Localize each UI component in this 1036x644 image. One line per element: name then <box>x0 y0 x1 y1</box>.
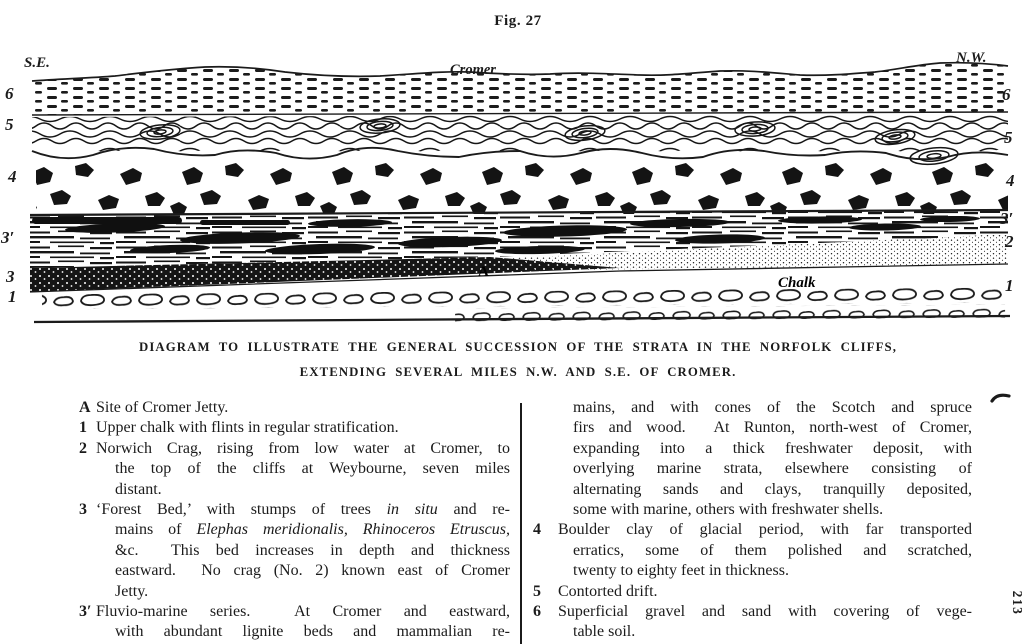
legend-item-5 <box>531 582 972 602</box>
legend-line: ‘Forest Bed,’ with stumps of trees in situ and re- <box>96 501 511 519</box>
legend-item-2 <box>73 439 510 500</box>
legend-column-left <box>73 398 510 643</box>
item-number: 5 <box>533 582 541 600</box>
legend-line: Site of Cromer Jetty. <box>96 399 229 416</box>
legend-line: expanding into a thick freshwater deposit, with <box>573 439 972 457</box>
legend-item-6 <box>531 602 972 643</box>
legend-line: firs and wood. At Runton, north-west of Cromer, <box>573 419 972 437</box>
legend-item-4 <box>531 520 972 581</box>
legend-line: Fluvio-marine series. At Cromer and eastward, <box>96 603 510 621</box>
legend-item-3prime <box>73 602 510 643</box>
column-divider <box>520 403 522 644</box>
scale-right-6: 6 <box>1002 85 1011 104</box>
legend-line: distant. <box>115 480 162 498</box>
legend-column-right <box>531 398 972 643</box>
scale-left-3p: 3′ <box>1 228 15 247</box>
item-number: 4 <box>533 521 541 539</box>
legend-line: mains, and with cones of the Scotch and spruce <box>573 399 972 416</box>
legend-line: Upper chalk with flints in regular stratification. <box>96 419 399 437</box>
legend-line: the top of the cliffs at Weybourne, seven miles <box>115 460 510 478</box>
legend-line: Superficial gravel and sand with covering of vege- <box>558 603 972 621</box>
direction-label-nw: N.W. <box>956 50 987 66</box>
item-number: 1 <box>79 419 87 437</box>
direction-label-se: S.E. <box>24 55 50 71</box>
item-number: A <box>79 399 91 416</box>
layer-5-contorted-drift <box>32 114 1008 166</box>
legend-line: overlying marine strata, elsewhere consisting of <box>573 460 972 478</box>
legend-line: erratics, some of them polished and scratched, <box>573 541 972 559</box>
legend-item-1 <box>73 418 510 438</box>
caption-line-1: DIAGRAM TO ILLUSTRATE THE GENERAL SUCCESSION OF THE STRATA IN THE NORFOLK CLIFFS, <box>138 340 897 354</box>
figure-label: Fig. 27 <box>494 13 542 29</box>
legend-line: alternating sands and clays, tranquilly deposited, <box>573 480 972 498</box>
legend-line: Boulder clay of glacial period, with far transported <box>558 521 972 539</box>
scale-right-4: 4 <box>1006 171 1015 190</box>
layer-4-boulder-clay <box>36 160 1008 214</box>
scale-left-6: 6 <box>5 84 14 103</box>
scale-right-1: 1 <box>1005 276 1014 295</box>
legend-line: twenty to eighty feet in thickness. <box>573 562 789 580</box>
scale-left-3: 3 <box>6 267 15 286</box>
legend-line: some with marine, others with freshwater shells. <box>573 501 884 519</box>
legend-line: Norwich Crag, rising from low water at Cromer, to <box>96 439 510 457</box>
legend-line: Contorted drift. <box>558 582 658 600</box>
scale-right-5: 5 <box>1004 128 1013 147</box>
legend-line: with abundant lignite beds and mammalian re- <box>115 623 510 641</box>
legend-item-a <box>73 398 510 418</box>
item-number: 6 <box>533 603 541 621</box>
legend-line: &c. This bed increases in depth and thickness <box>115 541 510 559</box>
legend-item-3prime-continued <box>531 398 972 520</box>
scale-right-2: 2 <box>1005 232 1014 251</box>
scale-right-3p: 3′ <box>1000 209 1014 228</box>
layer-6-superficial-gravel <box>32 63 1008 115</box>
caption-line-2: EXTENDING SEVERAL MILES N.W. AND S.E. OF CROMER. <box>299 365 737 379</box>
jetty-marker-a: A <box>478 264 489 280</box>
chalk-label: Chalk <box>778 275 816 291</box>
item-number: 3′ <box>79 603 92 621</box>
item-number: 2 <box>79 439 87 457</box>
cromer-label: Cromer <box>450 62 496 78</box>
scale-left-5: 5 <box>5 115 14 134</box>
scale-left-1: 1 <box>8 287 17 306</box>
ink-mark <box>988 388 1014 410</box>
legend-line: mains of Elephas meridionalis, Rhinoceros Etruscus, <box>115 521 511 539</box>
legend-item-3 <box>73 500 510 602</box>
legend-line: Jetty. <box>115 582 149 600</box>
strata-diagram <box>20 50 1020 325</box>
item-number: 3 <box>79 501 87 519</box>
page-number: 213 <box>1010 590 1025 616</box>
legend-line: table soil. <box>573 623 636 641</box>
legend-line: eastward. No crag (No. 2) known east of Cromer <box>115 562 510 580</box>
scale-left-4: 4 <box>8 167 17 186</box>
